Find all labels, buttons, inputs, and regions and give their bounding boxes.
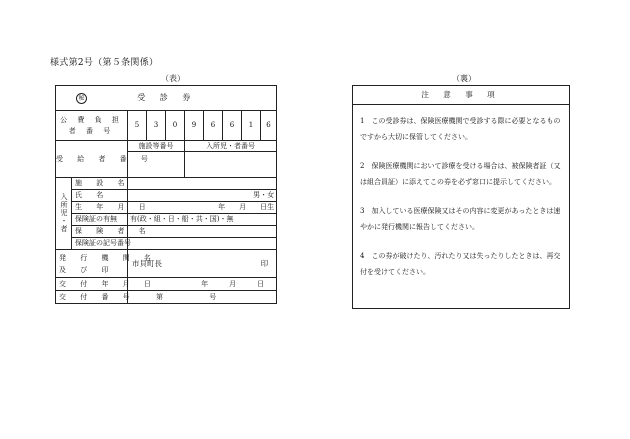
notes-heading: 注 意 事 項 [353, 86, 569, 105]
burden-number-label: 公 費 負 担 者 番 号 [56, 111, 128, 141]
issuer-label: 発 行 機 関 名 及 び 印 [56, 250, 128, 278]
insurance-validity-label: 保険証の有無 [72, 214, 128, 226]
issue-date-value: 年 月 日 [128, 278, 277, 291]
burden-digit: 6 [204, 111, 223, 141]
secret-mark-icon: 秘 [76, 93, 87, 104]
resident-number-label: 入所児・者番号 [185, 141, 277, 152]
burden-digit: 9 [185, 111, 204, 141]
note-item: 2 保険医療機関において診療を受ける場合は、被保険者証（又は組合員証）に添えてこの券を必ず窓口に提示してください。 [360, 162, 561, 186]
card-title-cell [56, 86, 277, 111]
front-label: （表） [161, 74, 185, 83]
card-title: 受 診 券 [137, 93, 197, 102]
note-item: 4 この券が破けたり、汚れたり又は失ったりしたときは、再交付を受けてください。 [360, 252, 561, 276]
burden-digit: 3 [147, 111, 166, 141]
issue-number-label: 交 付 番 号 [56, 291, 128, 304]
note-item: 1 この受診券は、保険医療機関で受診する際に必要となるものですから大切に保管してください。 [360, 117, 561, 141]
notes-list [353, 105, 569, 280]
back-card [352, 85, 570, 309]
burden-digit: 1 [242, 111, 261, 141]
note-item: 3 加入している医療保険又はその内容に変更があったときは速やかに発行機関に報告してください。 [360, 207, 561, 231]
burden-digit: 0 [166, 111, 185, 141]
resident-number-value [185, 152, 277, 178]
issue-number-value [128, 291, 277, 304]
back-label: （裏） [452, 74, 476, 83]
front-card [55, 85, 277, 304]
gender-options: 男・女 [128, 190, 277, 202]
burden-digit: 5 [128, 111, 147, 141]
insurer-name-label: 保 険 者 名 [72, 226, 128, 238]
facility-name-value [128, 178, 277, 190]
issue-number-prefix: 第 [156, 292, 163, 301]
issue-date-label: 交 付 年 月 日 [56, 278, 128, 291]
birthdate-label: 生 年 月 日 [72, 202, 128, 214]
issue-number-suffix: 号 [209, 292, 217, 301]
name-label: 氏 名 [72, 190, 128, 202]
facility-name-label: 施 設 名 [72, 178, 128, 190]
issuer-value: 市貝町長 [132, 258, 162, 268]
seal-char: 印 [260, 258, 269, 268]
burden-digit: 6 [223, 111, 242, 141]
insurance-number-label: 保険証の記号番号 [72, 238, 128, 250]
insurance-number-value [128, 238, 277, 250]
recipient-number-label: 受 給 者 番 号 [56, 141, 128, 178]
form-number: 様式第2号（第５条関係） [50, 58, 159, 68]
birthdate-value: 年 月 日生 [128, 202, 277, 214]
insurance-types: 有(政・組・日・船・共・国)・無 [128, 214, 277, 226]
resident-group-label: 入所児・者 [56, 178, 72, 250]
facility-number-label: 施設等番号 [128, 141, 185, 152]
burden-digit: 6 [261, 111, 277, 141]
